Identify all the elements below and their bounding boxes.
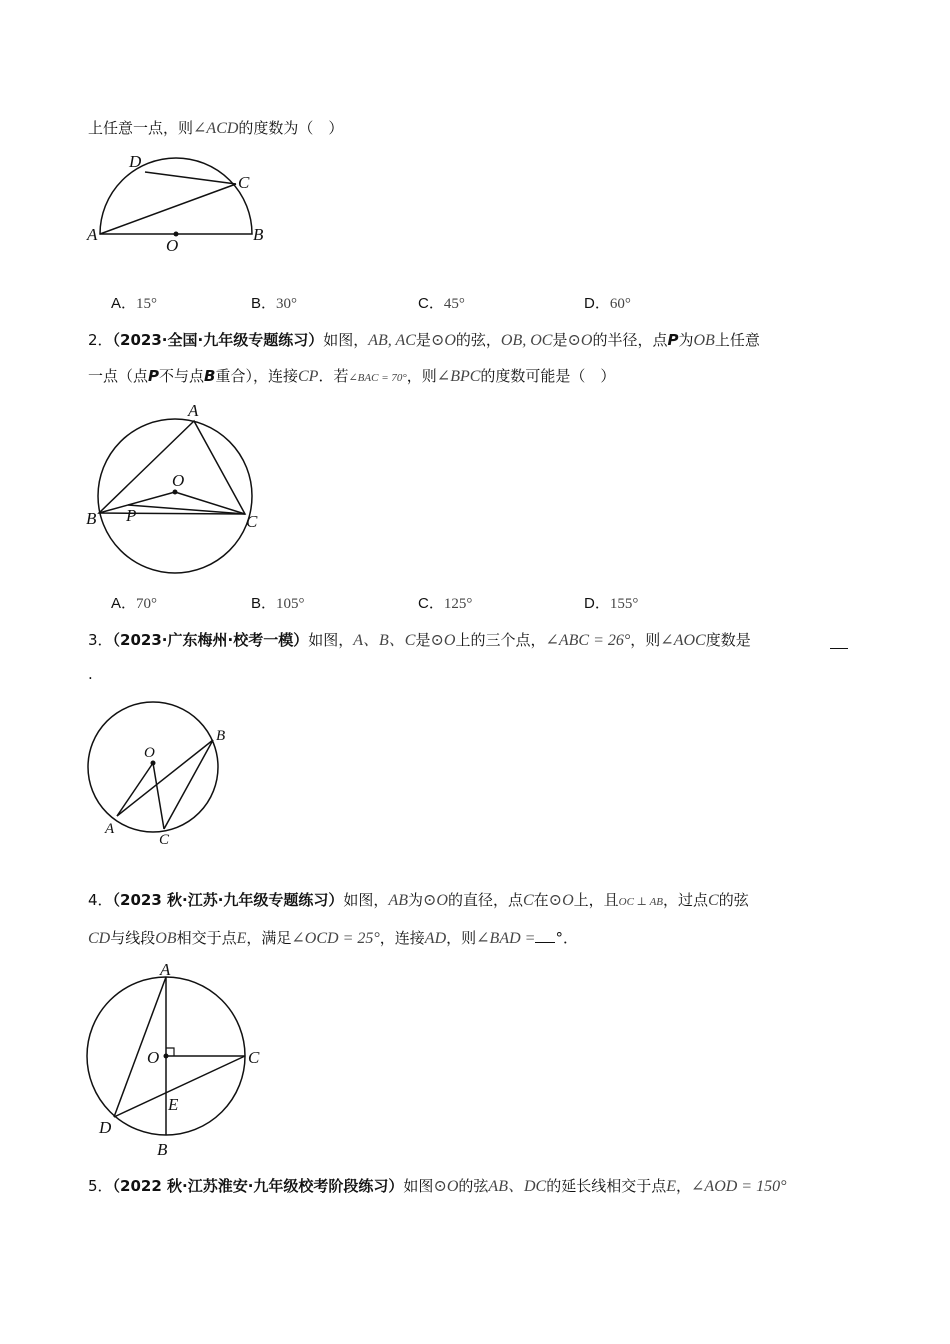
q1-option-a[interactable]: A．15°: [111, 295, 158, 312]
q1-option-d[interactable]: D．60°: [584, 295, 631, 312]
q2-source: （2023·全国·九年级专题练习）: [112, 331, 324, 349]
q1-label-b: B: [253, 225, 264, 244]
q3-label-c: C: [159, 832, 170, 848]
q3-label-o: O: [144, 745, 155, 761]
q4-label-a: A: [160, 960, 171, 979]
q4-source: （2023 秋·江苏·九年级专题练习）: [112, 891, 344, 909]
q1-stem: 上任意一点，则∠ACD的度数为（ ）: [88, 119, 344, 137]
q1-option-c[interactable]: C．45°: [418, 295, 465, 312]
q2-stem-line2: 一点（点P不与点B重合），连接CP．若∠BAC = 70°，则∠BPC的度数可能是（ ）: [88, 367, 616, 385]
q4-stem-line2: CD与线段OB相交于点E，满足∠OCD = 25°，连接AD，则∠BAD = °．: [88, 929, 578, 947]
q2-label-c: C: [246, 512, 258, 531]
q1-label-c: C: [238, 173, 250, 192]
q2-option-c[interactable]: C．125°: [418, 595, 473, 612]
q4-center-dot: [164, 1054, 169, 1059]
q2-label-a: A: [188, 401, 199, 420]
q5-source: （2022 秋·江苏淮安·九年级校考阶段练习）: [112, 1177, 404, 1195]
q4-label-d: D: [99, 1118, 112, 1137]
q2-label-o: O: [172, 471, 185, 490]
q4-label-c: C: [248, 1048, 260, 1067]
q4-label-e: E: [168, 1095, 179, 1114]
q4-label-o: O: [147, 1048, 160, 1067]
q3-stem: 3．（2023·广东梅州·校考一模）如图，A、B、C是⊙O上的三个点，∠ABC = 26°，则∠AOC度数是: [88, 631, 751, 649]
q4-stem-line1: 4．（2023 秋·江苏·九年级专题练习）如图，AB为⊙O的直径，点C在⊙O上，且OC ⊥ AB，过点C的弦: [88, 891, 749, 909]
q3-label-b: B: [216, 728, 226, 744]
q2-stem-line1: 2．（2023·全国·九年级专题练习）如图，AB, AC是⊙O的弦，OB, OC是⊙O的半径，点P为OB上任意: [88, 331, 760, 349]
q1-label-a: A: [87, 225, 98, 244]
q3-label-a: A: [105, 821, 115, 837]
q2-option-d[interactable]: D．155°: [584, 595, 639, 612]
q2-label-b: B: [86, 509, 97, 528]
q2-label-p: P: [126, 506, 137, 525]
q1-option-b[interactable]: B．30°: [251, 295, 298, 312]
q2-option-b[interactable]: B．105°: [251, 595, 305, 612]
q1-angle: ∠ACD: [193, 120, 239, 137]
q5-stem: 5．（2022 秋·江苏淮安·九年级校考阶段练习）如图⊙O的弦AB、DC的延长线相交于点E，∠AOD = 150°: [88, 1177, 787, 1195]
q2-option-a[interactable]: A．70°: [111, 595, 158, 612]
q3-source: （2023·广东梅州·校考一模）: [112, 631, 309, 649]
q1-label-d: D: [129, 152, 142, 171]
q3-stem-end: .: [88, 665, 93, 683]
q1-label-o: O: [166, 236, 179, 255]
q4-label-b: B: [157, 1140, 168, 1159]
